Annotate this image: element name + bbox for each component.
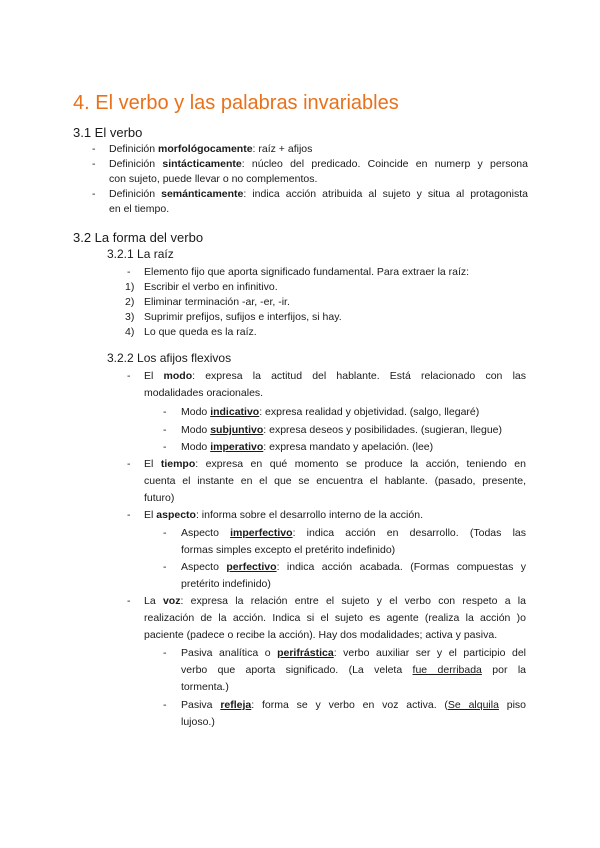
sub-item: Modo subjuntivo: expresa deseos y posibilidades. (sugieran, llegue) bbox=[181, 424, 503, 436]
sub-item: Modo indicativo: expresa realidad y objetividad. (salgo, llegaré) bbox=[181, 406, 480, 418]
step-text: Escribir el verbo en infinitivo. bbox=[144, 281, 278, 293]
bullet-dash: - bbox=[127, 266, 131, 278]
section-heading-3-1: 3.1 El verbo bbox=[73, 125, 143, 140]
sub-item: Pasiva analítica o perifrástica: verbo auxiliar ser y el participio del bbox=[181, 647, 526, 659]
step-text: Suprimir prefijos, sufijos e interfijos, si hay. bbox=[144, 311, 342, 323]
bullet-dash: - bbox=[163, 699, 167, 711]
list-item-continuation: con sujeto, puede llevar o no complementos. bbox=[109, 173, 318, 185]
sub-item: Pasiva refleja: forma se y verbo en voz activa. (Se alquila piso bbox=[181, 699, 527, 711]
bullet-dash: - bbox=[127, 509, 131, 521]
step-text: Eliminar terminación -ar, -er, -ir. bbox=[144, 296, 290, 308]
list-item-continuation: cuenta el instante en el que se encuentra el hablante. (pasado, presente, bbox=[144, 475, 526, 487]
sub-item: Aspecto perfectivo: indica acción acabada. (Formas compuestas y bbox=[181, 561, 526, 573]
sub-item-continuation: formas simples excepto el pretérito indefinido) bbox=[181, 544, 396, 556]
section-heading-3-2: 3.2 La forma del verbo bbox=[73, 230, 204, 245]
list-item-continuation: modalidades oracionales. bbox=[144, 387, 264, 399]
bullet-dash: - bbox=[92, 158, 96, 170]
bullet-dash: - bbox=[163, 561, 167, 573]
bullet-dash: - bbox=[127, 370, 131, 382]
bullet-dash: - bbox=[163, 424, 167, 436]
list-item-aspecto: El aspecto: informa sobre el desarrollo interno de la acción. bbox=[144, 509, 423, 521]
bullet-dash: - bbox=[163, 441, 167, 453]
sub-item-continuation: pretérito indefinido) bbox=[181, 578, 271, 590]
list-item-modo: El modo: expresa la actitud del hablante. Está relacionado con las bbox=[144, 370, 526, 382]
list-item-continuation: paciente (padece o recibe la acción). Hay dos modalidades; activa y pasiva. bbox=[144, 629, 498, 641]
subsection-heading-3-2-1: 3.2.1 La raíz bbox=[107, 247, 174, 261]
sub-item-continuation: lujoso.) bbox=[181, 716, 215, 728]
page-title: 4. El verbo y las palabras invariables bbox=[73, 92, 399, 114]
sub-item: Aspecto imperfectivo: indica acción en desarrollo. (Todas las bbox=[181, 527, 526, 539]
step-number: 2) bbox=[125, 296, 135, 308]
bullet-dash: - bbox=[127, 458, 131, 470]
bullet-dash: - bbox=[92, 188, 96, 200]
step-number: 3) bbox=[125, 311, 135, 323]
subsection-heading-3-2-2: 3.2.2 Los afijos flexivos bbox=[107, 351, 232, 365]
list-item-voz: La voz: expresa la relación entre el sujeto y el verbo con respeto a la bbox=[144, 595, 526, 607]
bullet-dash: - bbox=[127, 595, 131, 607]
list-item: Definición semánticamente: indica acción atribuida al sujeto y situa al protagonista bbox=[109, 188, 528, 200]
sub-item-continuation: verbo que aporta significado. (La veleta fue derribada por la bbox=[181, 664, 526, 676]
list-item: Elemento fijo que aporta significado fundamental. Para extraer la raíz: bbox=[144, 266, 470, 278]
step-number: 4) bbox=[125, 326, 135, 338]
list-item: Definición sintácticamente: núcleo del predicado. Coincide en numerp y persona bbox=[109, 158, 528, 170]
bullet-dash: - bbox=[92, 143, 96, 155]
list-item-continuation: en el tiempo. bbox=[109, 203, 170, 215]
bullet-dash: - bbox=[163, 647, 167, 659]
list-item-tiempo: El tiempo: expresa en qué momento se produce la acción, teniendo en bbox=[144, 458, 526, 470]
list-item-continuation: realización de la acción. Indica si el sujeto es agente (realiza la acción )o bbox=[144, 612, 526, 624]
sub-item-continuation: tormenta.) bbox=[181, 681, 229, 693]
bullet-dash: - bbox=[163, 527, 167, 539]
sub-item: Modo imperativo: expresa mandato y apelación. (lee) bbox=[181, 441, 434, 453]
step-number: 1) bbox=[125, 281, 135, 293]
list-item-continuation: futuro) bbox=[144, 492, 175, 504]
list-item: Definición morfológocamente: raíz + afijos bbox=[109, 143, 313, 155]
step-text: Lo que queda es la raíz. bbox=[144, 326, 257, 338]
bullet-dash: - bbox=[163, 406, 167, 418]
